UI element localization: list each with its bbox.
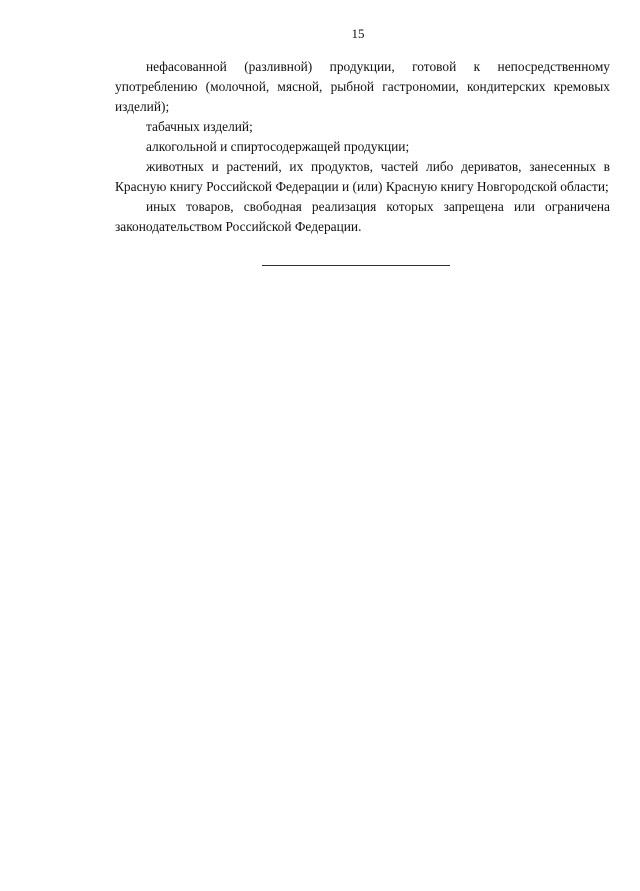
document-body [115,57,610,237]
paragraph-alcohol-products: алкогольной и спиртосодержащей продукции; [146,139,410,154]
page-number: 15 [351,26,365,41]
paragraph-tobacco-products: табачных изделий; [146,119,253,134]
paragraph-red-book-species: животных и растений, их продуктов, частей либо дериватов, занесенных в Красную книгу Российской Федерации и (или) Красную книгу Новгородской области; [115,159,610,194]
end-of-document-rule [262,265,450,266]
paragraph-unpackaged-products: нефасованной (разливной) продукции, готовой к непосредственному употреблению (молочной, мясной, рыбной гастрономии, кондитерских кремовых изделий); [115,59,610,114]
paragraph-restricted-goods: иных товаров, свободная реализация которых запрещена или ограничена законодательством Российской Федерации. [115,199,610,234]
